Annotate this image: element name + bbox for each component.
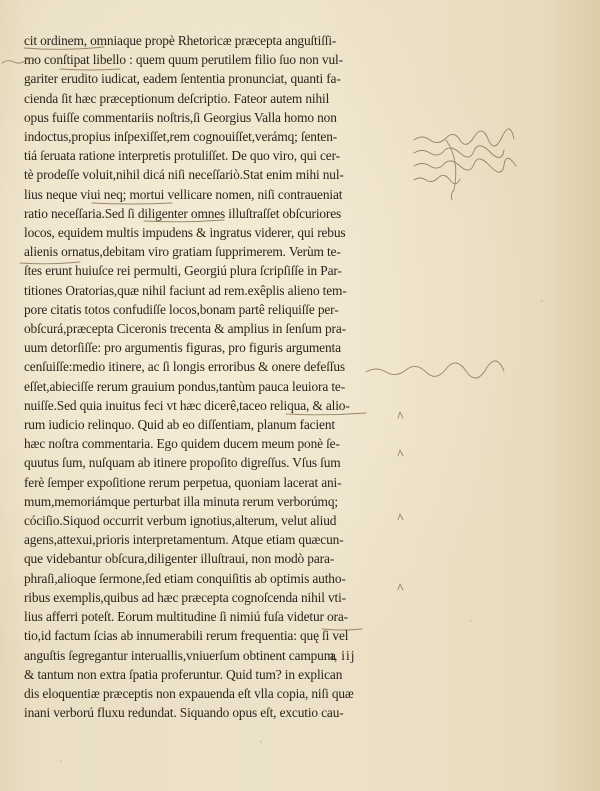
text-line: anguſtis ſegregantur interuallis,vniuerſum obtinent campum, [24,647,338,663]
text-line: cit ordinem, omniaque propè Rhetoricæ præcepta anguſtiſſi- [24,33,337,48]
text-line: nuiſſe.Sed quia inuitus feci vt hæc dicerê,taceo reliqua, & alio- [24,397,350,413]
text-line: quutus ſum, nuſquam ab itinere propoſito digreſſus. Vſus ſum [24,455,341,471]
text-line: lius afferri poteſt. Eorum multitudine ſi nimiú fuſa videtur ora- [24,609,348,625]
text-line: phraſi,alioque ſermone,ſed etiam conquiſitis ab optimis autho- [24,570,346,586]
text-line: locos, equidem multis impudens & ingratus viderer, qui rebus [24,225,346,241]
text-line: tiá ſeruata ratione interpretis protuliſſet. De quo viro, qui cer- [24,148,340,164]
text-line: gariter erudito iudicat, eadem ſententia pronunciat, quanti fa- [24,71,341,87]
text-line: mo conſtipat libello : quem quum perutilem filio ſuo non vul- [24,52,343,68]
text-line: lius neque viui neq; mortui vellicare nomen, niſi contraueniat [24,186,343,202]
paper-speck [470,620,472,622]
text-line: que videbantur obſcura,diligenter illuſtraui, non modò para- [24,551,335,567]
text-line: ferè ſemper expoſitione rerum perpetua, quoniam lacerat ani- [24,474,342,490]
text-line: ratio neceſſaria.Sed ſi diligenter omnes illuſtraſſet obſcuriores [24,205,342,221]
margin-handwriting [414,129,514,146]
text-line: alienis ornatus,debitam viro gratiam ſupprimerem. Verùm te- [24,244,341,260]
paper-speck [260,740,262,743]
text-line: indoctus,propius inſpexiſſet,rem cognouiſſet,verámq; ſenten- [24,129,338,145]
text-line: hæc noſtra commentaria. Ego quidem ducem meum ponè ſe- [24,436,340,452]
text-line: ribus exemplis,quibus ad hæc præcepta cognoſcenda nihil vti- [24,589,346,605]
paper-speck [60,760,62,762]
text-line: mum,memoriámque perturbat illa minuta rerum verborúmq; [24,493,338,509]
body-text [24,31,404,722]
text-line: pore citatis totos confudiſſe locos,bonam partê reliquiſſe per- [24,301,339,317]
text-line: tè prodeſſe voluit,nihil dicá niſi neceſſariò.Stat enim mihi nul- [24,167,344,183]
text-line: opus fuiſſe commentariis noſtris,ſi Georgius Valla homo non [24,109,337,125]
text-line: ſtes erunt huiuſce rei permulti, Georgiú plura ſcripſiſſe in Par- [24,263,342,279]
text-line: inani verború fluxu redundat. Siquando opus eſt, excutio cau- [24,705,344,721]
margin-handwriting [414,158,516,172]
text-line: cienda ſit hæc præceptionum deſcriptio. Fateor autem nihil [24,90,330,106]
text-line: uum detorſiſſe: pro argumentis figuras, pro figuris argumenta [24,340,341,356]
margin-handwriting [414,175,460,183]
signature-mark: a iij [330,648,356,663]
text-line: titiones Oratorias,quæ nihil faciunt ad rem.exêplis alieno tem- [24,282,347,298]
text-line: cóciſio.Siquod occurrit verbum ignotius,alterum, velut aliud [24,513,337,529]
paper-speck [540,300,543,302]
text-line: eſſet,abieciſſe rerum grauium pondus,tantùm pauca leuiora te- [24,378,346,394]
margin-handwriting [414,146,504,158]
text-line: rum iudicio relinquo. Quid ab eo diſſentiam, planum facient [24,417,335,433]
text-line: obſcurá,præcepta Ciceronis trecenta & amplius in ſenſum pra- [24,321,346,337]
text-line: tio,id factum ſcias ab innumerabili rerum frequentia: quę ſi vel [24,628,349,644]
margin-bracket [446,140,456,200]
text-line: agens,attexui,prioris interpretamentum. Atque etiam quæcun- [24,532,344,548]
text-line: & tantum non extra ſpatia proferuntur. Quid tum? in explican [24,666,343,682]
text-line: cenſuiſſe:medio itinere, ac ſi longis erroribus & onere defeſſus [24,359,345,375]
text-line: dis eloquentiæ præceptis non expauenda eſt vlla copia, niſi quæ [24,685,354,701]
